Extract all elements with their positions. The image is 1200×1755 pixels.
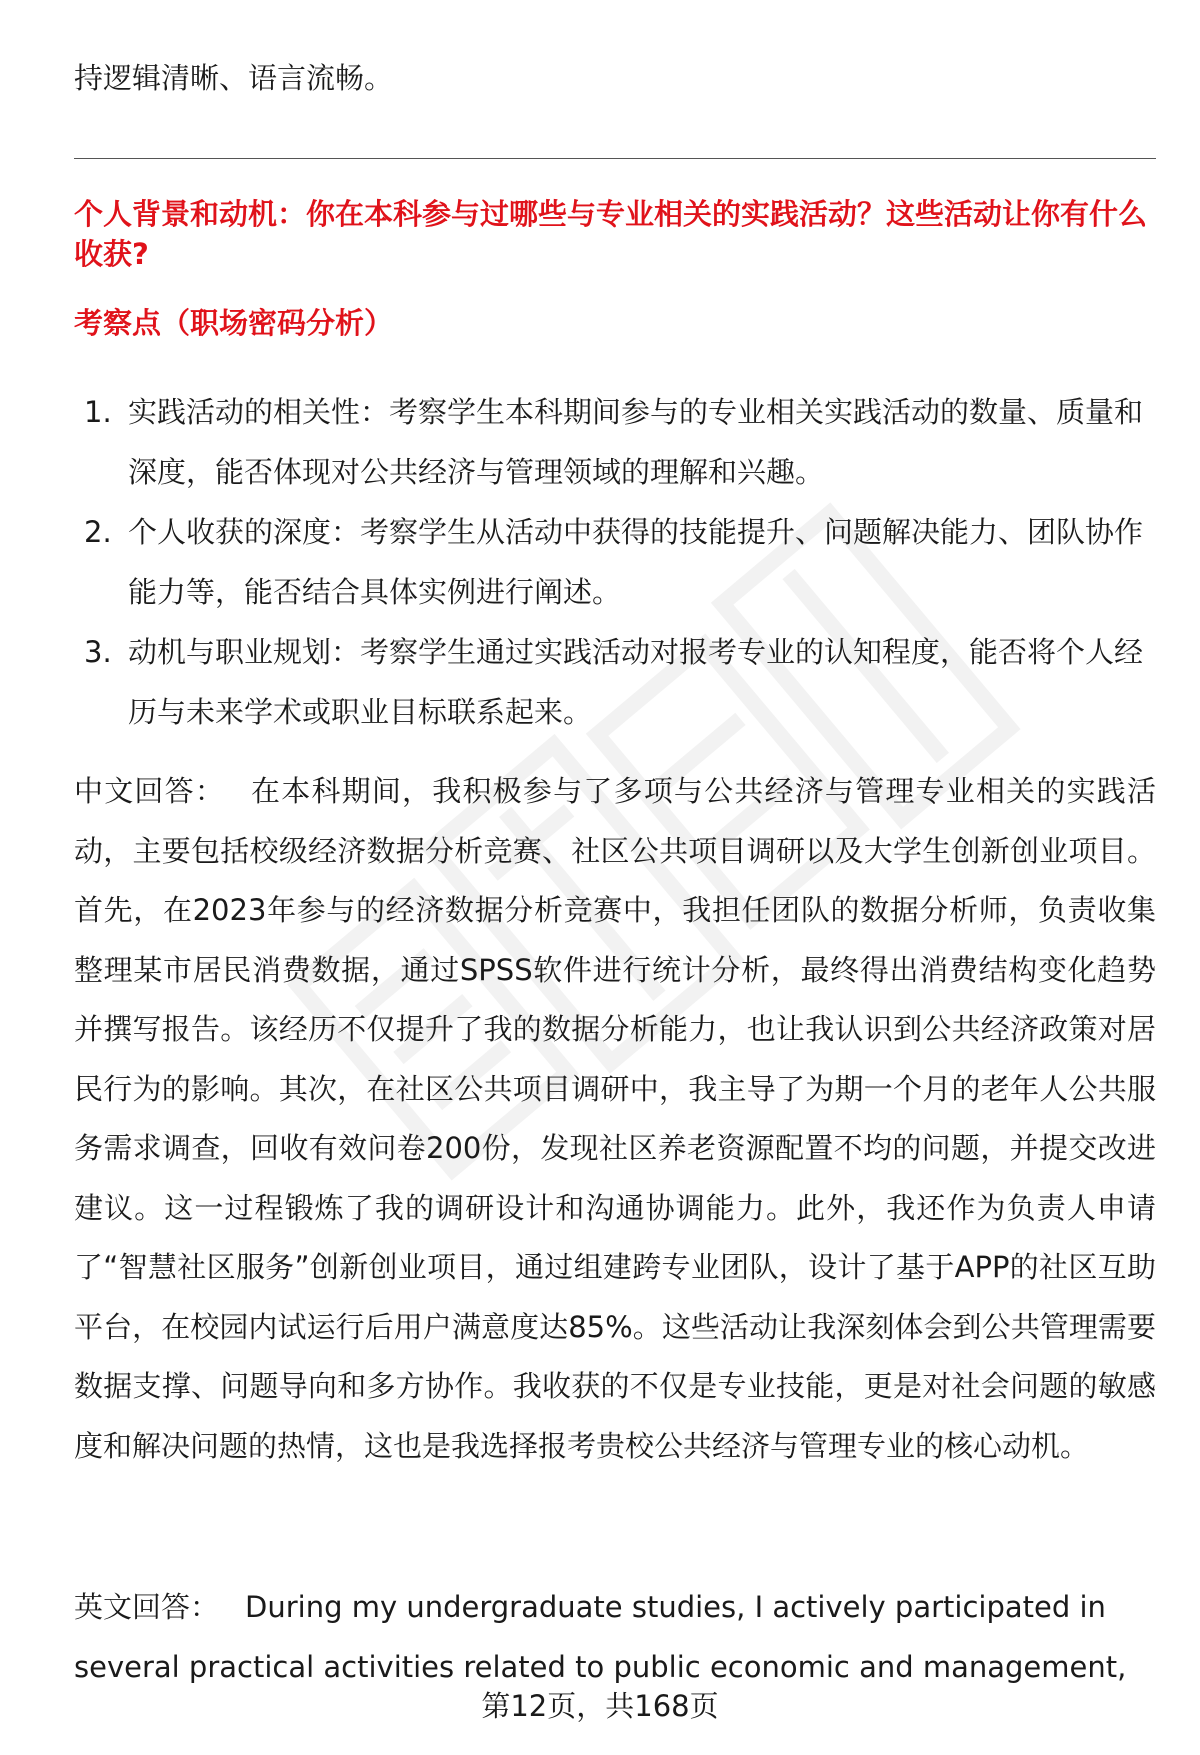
english-answer <box>74 1578 1156 1697</box>
page-number-footer: 第12页，共168页 <box>481 1689 719 1723</box>
assessment-point <box>74 502 1156 622</box>
assessment-points-list <box>74 382 1156 742</box>
english-answer-text: During my undergraduate studies, I actively participated in several practical activities related to public economic and management, <box>74 1590 1127 1684</box>
chinese-answer-label: 中文回答： <box>74 774 226 808</box>
point-text: 实践活动的相关性：考察学生本科期间参与的专业相关实践活动的数量、质量和深度，能否体现对公共经济与管理领域的理解和兴趣。 <box>128 395 1144 489</box>
point-text: 个人收获的深度：考察学生从活动中获得的技能提升、问题解决能力、团队协作能力等，能否结合具体实例进行阐述。 <box>128 515 1144 609</box>
chinese-answer-text: 在本科期间，我积极参与了多项与公共经济与管理专业相关的实践活动，主要包括校级经济数据分析竞赛、社区公共项目调研以及大学生创新创业项目。首先，在2023年参与的经济数据分析竞赛中，我担任团队的数据分析师，负责收集整理某市居民消费数据，通过SPSS软件进行统计分析，最终得出消费结构变化趋势并撰写报告。该经历不仅提升了我的数据分析能力，也让我认识到公共经济政策对居民行为的影响。其次，在社区公共项目调研中，我主导了为期一个月的老年人公共服务需求调查，回收有效问卷200份，发现社区养老资源配置不均的问题，并提交改进建议。这一过程锻炼了我的调研设计和沟通协调能力。此外，我还作为负责人申请了“智慧社区服务”创新创业项目，通过组建跨专业团队，设计了基于APP的社区互助平台，在校园内试运行后用户满意度达85%。这些活动让我深刻体会到公共管理需要数据支撑、问题导向和多方协作。我收获的不仅是专业技能，更是对社会问题的敏感度和解决问题的热情，这也是我选择报考贵校公共经济与管理专业的核心动机。 <box>74 774 1156 1463</box>
section-title: 考察点（职场密码分析） <box>74 306 394 340</box>
english-answer-label: 英文回答： <box>74 1590 220 1624</box>
question-heading: 个人背景和动机：你在本科参与过哪些与专业相关的实践活动？这些活动让你有什么收获? <box>74 197 1148 271</box>
section-divider <box>74 158 1156 159</box>
assessment-point <box>74 382 1156 502</box>
point-text: 动机与职业规划：考察学生通过实践活动对报考专业的认知程度，能否将个人经历与未来学术或职业目标联系起来。 <box>128 635 1144 729</box>
point-number: 3. <box>84 635 112 669</box>
point-number: 1. <box>84 395 112 429</box>
point-number: 2. <box>84 515 112 549</box>
chinese-answer <box>74 762 1156 1476</box>
lead-text: 持逻辑清晰、语言流畅。 <box>74 61 394 95</box>
assessment-point <box>74 622 1156 742</box>
